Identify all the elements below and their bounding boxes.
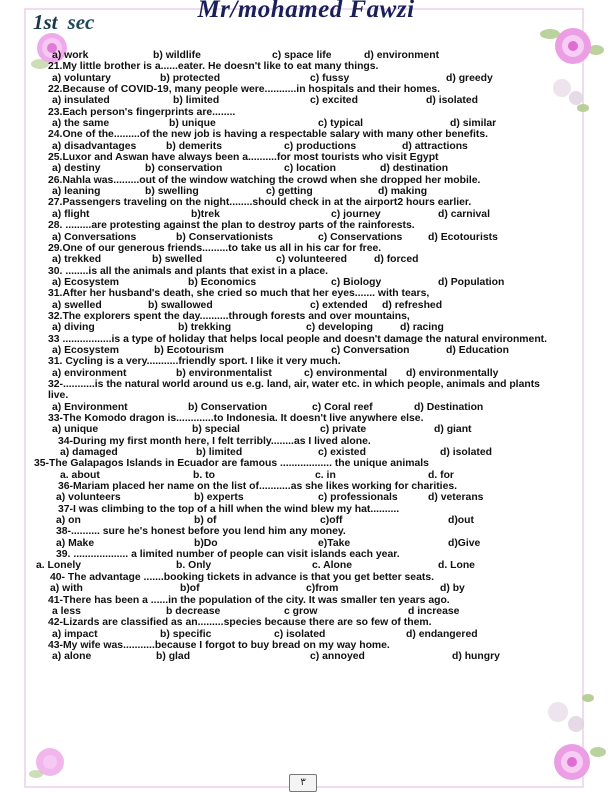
question-23: 23.Each person's fingerprints are........ <box>48 106 236 118</box>
option-a: a. Lonely <box>36 560 82 572</box>
option-b: b) limited <box>196 447 243 459</box>
options-row <box>48 492 568 503</box>
options-row <box>48 629 568 640</box>
option-d: d) making <box>378 186 428 198</box>
option-b: b) Conservation <box>188 401 268 413</box>
option-d: d) veterans <box>428 492 484 504</box>
option-a: a) flight <box>52 208 90 220</box>
options-row <box>48 470 568 481</box>
question-28: 28. .........are protesting against the plan to destroy parts of the rainforests. <box>48 220 415 232</box>
option-b: b)of <box>180 583 200 595</box>
option-d: d increase <box>408 605 460 617</box>
option-d: d) isolated <box>440 447 492 459</box>
option-d: d) environmentally <box>406 367 499 379</box>
question-35: 35-The Galapagos Islands in Ecuador are famous .................. the unique animals <box>34 458 429 470</box>
options-row <box>48 402 568 413</box>
options-row <box>48 538 568 549</box>
option-d: d) refreshed <box>382 299 443 311</box>
question-42: 42-Lizards are classified as an.........species because there are so few of them. <box>48 617 432 629</box>
option-c: c) Conservations <box>318 231 403 243</box>
option-d: d) Education <box>446 344 509 356</box>
option-d: d) similar <box>450 118 497 130</box>
option-b: b) demerits <box>166 140 223 152</box>
option-b: b) trekking <box>178 322 232 334</box>
options-row <box>48 345 568 356</box>
option-c: c grow <box>284 605 318 617</box>
grade-year: 1st <box>33 10 58 34</box>
options-row <box>48 651 568 662</box>
options-row <box>48 583 568 594</box>
options-row <box>48 50 568 61</box>
option-a: a) alone <box>52 651 92 663</box>
option-a: a) Ecosystem <box>52 276 119 288</box>
question-34: 34-During my first month here, I felt terribly........as I lived alone. <box>58 435 371 447</box>
options-row <box>48 232 568 243</box>
option-c: c) Conversation <box>331 344 410 356</box>
option-b: b) specific <box>160 628 212 640</box>
question-32: 32.The explorers spent the day..........through forests and over mountains, <box>48 310 410 322</box>
option-b: b) limited <box>173 95 220 107</box>
options-row <box>48 424 568 435</box>
options-row <box>48 322 568 333</box>
option-d: d. Lone <box>438 560 475 572</box>
question-36: 36-Mariam placed her name on the list of...........as she likes working for charities. <box>58 481 458 493</box>
option-b: b decrease <box>166 605 221 617</box>
option-c: c) typical <box>318 118 364 130</box>
options-row <box>48 186 568 197</box>
option-a: a) volunteers <box>56 492 121 504</box>
option-c: c) location <box>284 163 336 175</box>
options-row <box>48 254 568 265</box>
rose-decoration-bottom-right-icon <box>528 690 608 790</box>
option-c: c) journey <box>331 208 381 220</box>
option-a: a) Make <box>56 537 95 549</box>
option-b: b) Economics <box>188 276 257 288</box>
question-39: 39. ................... a limited number of people can visit islands each year. <box>56 549 400 561</box>
option-d: d)Give <box>448 537 481 549</box>
option-b: b) unique <box>169 118 216 130</box>
options-row <box>48 95 568 106</box>
page-number: ٣ <box>289 774 317 792</box>
option-c: c) Biology <box>331 276 382 288</box>
option-c: c) volunteered <box>276 254 348 266</box>
option-b: b)Do <box>194 537 218 549</box>
page-title: Mr/mohamed Fawzi <box>197 0 415 23</box>
option-c: c) existed <box>318 447 366 459</box>
question-22: 22.Because of COVID-19, many people were...........in hospitals and their homes. <box>48 84 441 96</box>
option-c: c) annoyed <box>310 651 365 663</box>
question-32-environment: 32-...........is the natural world around us e.g. land, air, water etc. in which people, animals and plants live. <box>48 378 540 402</box>
option-b: b) swallowed <box>148 299 213 311</box>
option-b: b) conservation <box>145 163 223 175</box>
option-a: a) work <box>52 50 89 61</box>
option-d: d) Population <box>438 276 505 288</box>
option-b: b) experts <box>194 492 244 504</box>
option-d: d) racing <box>400 322 444 334</box>
option-b: b) environmentalist <box>176 367 272 379</box>
options-row <box>48 209 568 220</box>
option-a: a) environment <box>52 367 127 379</box>
option-c: e)Take <box>318 537 351 549</box>
option-a: a) unique <box>52 424 99 436</box>
option-a: a) impact <box>52 628 98 640</box>
option-c: c) Coral reef <box>312 401 373 413</box>
option-b: b) Conservationists <box>176 231 273 243</box>
option-b: b) of <box>194 515 217 527</box>
option-d: d) by <box>440 583 465 595</box>
question-37: 37-I was climbing to the top of a hill when the wind blew my hat.......... <box>58 503 400 515</box>
option-c: c. Alone <box>312 560 353 572</box>
option-a: a) Conversations <box>52 231 137 243</box>
option-c: c) environmental <box>304 367 388 379</box>
question-33-komodo: 33-The Komodo dragon is.............to Indonesia. It doesn't live anywhere else. <box>48 413 424 424</box>
question-43: 43-My wife was...........because I forgot to buy bread on my way home. <box>48 639 390 651</box>
option-a: a) with <box>50 583 83 595</box>
options-row <box>48 141 568 152</box>
option-c: c) productions <box>284 140 357 152</box>
option-b: b) glad <box>156 651 191 663</box>
option-a: a) diving <box>52 322 95 334</box>
question-41: 41-There has been a ......in the population of the city. It was smaller ten years ago. <box>48 594 450 606</box>
option-c: c) excited <box>310 95 358 107</box>
option-a: a) Ecosystem <box>52 344 119 356</box>
option-b: b) swelling <box>145 186 199 198</box>
options-row <box>48 515 568 526</box>
question-31-cycling: 31. Cycling is a very...........friendly sport. I like it very much. <box>48 356 341 368</box>
question-38: 38-.......... sure he's honest before you lend him any money. <box>56 526 346 538</box>
option-a: a) leaning <box>52 186 101 198</box>
question-24: 24.One of the.........of the new job is having a respectable salary with many other benefits. <box>48 129 488 141</box>
option-c: c) isolated <box>274 628 326 640</box>
option-a: a less <box>52 605 81 617</box>
option-c: c) developing <box>306 322 373 334</box>
option-a: a) damaged <box>60 447 118 459</box>
option-c: c) private <box>320 424 367 436</box>
option-a: a) voluntary <box>52 72 111 84</box>
option-d: d) isolated <box>426 95 478 107</box>
option-a: a. about <box>60 469 100 481</box>
options-row <box>48 118 568 129</box>
option-c: c)off <box>320 515 343 527</box>
option-a: a) on <box>56 515 81 527</box>
option-a: a) trekked <box>52 254 102 266</box>
option-c: c) extended <box>310 299 368 311</box>
option-d: d) hungry <box>452 651 500 663</box>
question-27: 27.Passengers traveling on the night........should check in at the airport2 hours earlier. <box>48 197 472 209</box>
option-c: c) space life <box>272 50 332 61</box>
option-d: d) Ecotourists <box>428 231 498 243</box>
question-21: 21.My little brother is a......eater. He doesn't like to eat many things. <box>48 61 379 73</box>
question-30: 30. ........is all the animals and plants that exist in a place. <box>48 265 329 277</box>
options-row <box>48 73 568 84</box>
options-row <box>48 606 568 617</box>
option-a: a) Environment <box>52 401 128 413</box>
option-d: d) destination <box>380 163 449 175</box>
question-25: 25.Luxor and Aswan have always been a..........for most tourists who visit Egypt <box>48 152 439 164</box>
options-row <box>48 447 568 458</box>
option-d: d) environment <box>364 50 440 61</box>
option-b: b) wildlife <box>153 50 201 61</box>
question-33: 33 .................is a type of holiday that helps local people and doesn't damage the natural environment. <box>48 333 548 345</box>
options-row <box>48 163 568 174</box>
option-b: b. to <box>193 469 215 481</box>
option-c: c) getting <box>266 186 313 198</box>
rose-decoration-bottom-left-icon <box>28 740 68 784</box>
option-d: d) Destination <box>414 401 484 413</box>
option-b: b. Only <box>176 560 212 572</box>
option-d: d) carnival <box>438 208 490 220</box>
options-row <box>48 277 568 288</box>
option-d: d)out <box>448 515 474 527</box>
option-c: c. in <box>315 469 336 481</box>
option-a: a) destiny <box>52 163 101 175</box>
option-d: d) greedy <box>446 72 493 84</box>
option-c: c) fussy <box>310 72 350 84</box>
options-row <box>48 300 568 311</box>
worksheet-content <box>34 50 568 663</box>
options-row <box>48 368 568 379</box>
option-d: d) forced <box>374 254 419 266</box>
question-29: 29.One of our generous friends.........to take us all in his car for free. <box>48 242 382 254</box>
option-a: a) disadvantages <box>52 140 137 152</box>
option-a: a) insulated <box>52 95 110 107</box>
option-d: d) endangered <box>406 628 478 640</box>
grade-section: sec <box>67 10 95 34</box>
question-40: 40- The advantage .......booking tickets in advance is that you get better seats. <box>50 571 434 583</box>
question-31: 31.After her husband's death, she cried so much that her eyes....... with tears, <box>48 288 430 300</box>
option-d: d. for <box>428 469 454 481</box>
grade-label <box>33 10 94 35</box>
option-a: a) the same <box>52 118 110 130</box>
option-c: c) professionals <box>318 492 398 504</box>
option-a: a) swelled <box>52 299 102 311</box>
option-b: b) swelled <box>152 254 203 266</box>
option-b: b) Ecotourism <box>154 344 224 356</box>
options-row <box>36 560 568 572</box>
option-c: c)from <box>306 583 339 595</box>
option-d: d) giant <box>434 424 472 436</box>
option-b: b) protected <box>160 72 221 84</box>
question-26: 26.Nahla was.........out of the window watching the crowd when she dropped her mobile. <box>48 174 481 186</box>
option-d: d) attractions <box>402 140 468 152</box>
option-b: b)trek <box>191 208 220 220</box>
option-b: b) special <box>192 424 240 436</box>
